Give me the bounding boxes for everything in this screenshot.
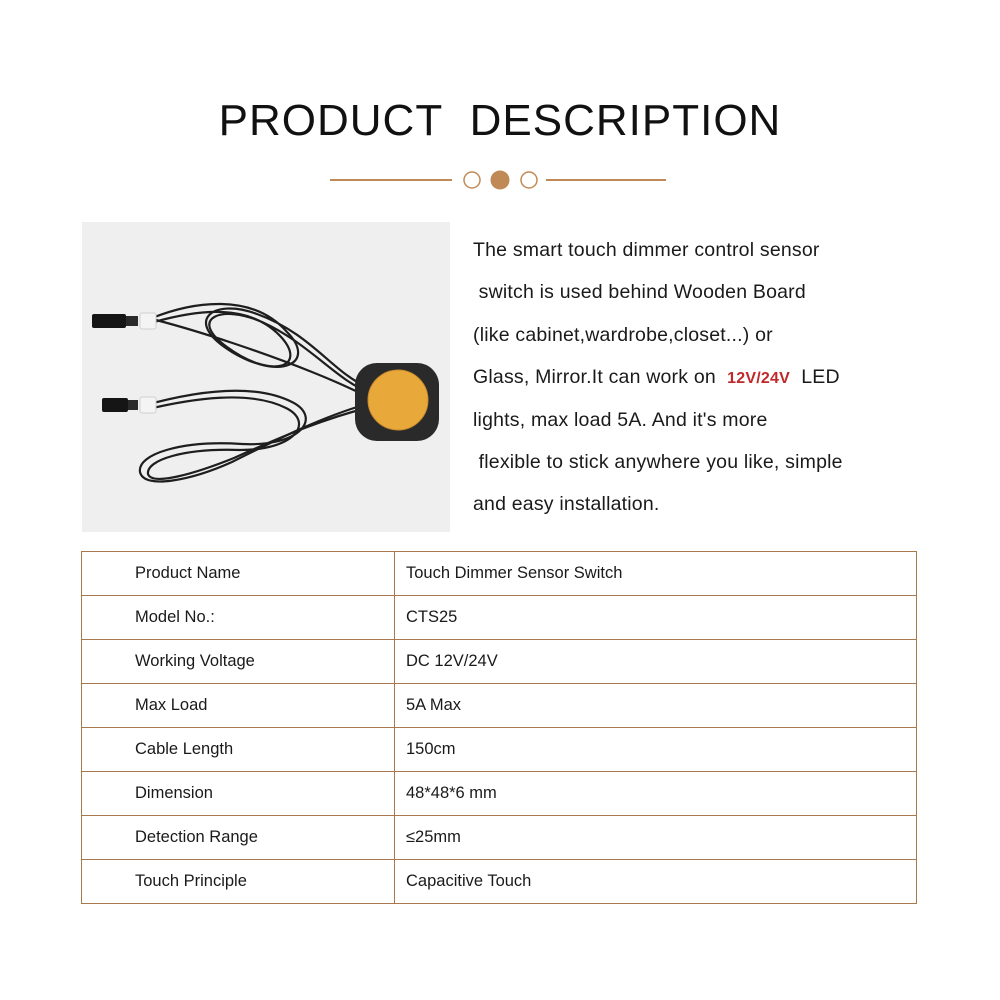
- product-image: [82, 222, 450, 532]
- page-title: PRODUCT DESCRIPTION: [218, 96, 782, 145]
- spec-label: Model No.:: [82, 596, 395, 640]
- description-line-2: switch is used behind Wooden Board: [473, 281, 806, 304]
- table-row: [82, 816, 917, 860]
- spec-label: Max Load: [82, 684, 395, 728]
- table-row: [82, 860, 917, 904]
- description-line-1: The smart touch dimmer control sensor: [473, 239, 820, 261]
- description-line-3: (like cabinet,wardrobe,closet...) or: [473, 323, 773, 346]
- description-line-6: flexible to stick anywhere you like, simple: [473, 450, 843, 473]
- table-row: [82, 728, 917, 772]
- divider-dot-left: [464, 172, 480, 188]
- spec-value: CTS25: [395, 596, 917, 640]
- spec-label: Dimension: [82, 772, 395, 816]
- table-row: [82, 596, 917, 640]
- description-line-4: [473, 356, 973, 398]
- title-divider: [330, 168, 666, 192]
- table-row: [82, 552, 917, 596]
- spec-value: Capacitive Touch: [395, 860, 917, 904]
- table-row: [82, 772, 917, 816]
- divider-dot-center: [491, 171, 510, 190]
- table-row: [82, 684, 917, 728]
- spec-value: ≤25mm: [395, 816, 917, 860]
- spec-value: Touch Dimmer Sensor Switch: [395, 552, 917, 596]
- connector-upper: [92, 313, 156, 329]
- description-line-5: lights, max load 5A. And it's more: [473, 408, 768, 431]
- product-description: [473, 229, 973, 526]
- spec-value: 5A Max: [395, 684, 917, 728]
- specs-table: [81, 551, 917, 904]
- divider-dot-right: [521, 172, 537, 188]
- spec-label: Working Voltage: [82, 640, 395, 684]
- spec-value: 48*48*6 mm: [395, 772, 917, 816]
- voltage-highlight: 12V/24V: [727, 370, 790, 388]
- description-line-4-suffix: LED: [789, 366, 840, 389]
- description-line-7: and easy installation.: [473, 493, 660, 516]
- table-row: [82, 640, 917, 684]
- spec-label: Touch Principle: [82, 860, 395, 904]
- spec-value: DC 12V/24V: [395, 640, 917, 684]
- sensor-puck: [355, 363, 439, 441]
- spec-label: Cable Length: [82, 728, 395, 772]
- spec-label: Detection Range: [82, 816, 395, 860]
- spec-value: 150cm: [395, 728, 917, 772]
- spec-label: Product Name: [82, 552, 395, 596]
- description-line-4-prefix: Glass, Mirror.It can work on: [473, 366, 728, 389]
